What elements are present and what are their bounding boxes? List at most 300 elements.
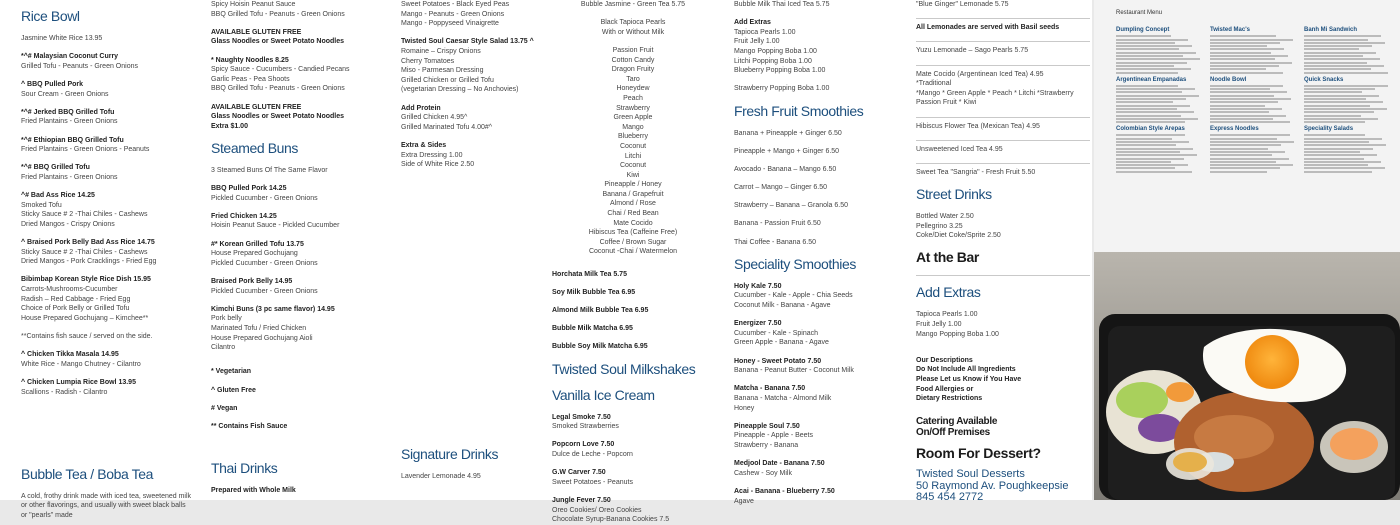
menu-item <box>734 129 902 139</box>
thumbnail-text-line <box>1210 98 1291 100</box>
thumbnail-text-line <box>1210 118 1273 120</box>
thumbnail-text-line <box>1304 164 1368 166</box>
thumbnail-section-title: Twisted Mac's <box>1210 27 1250 33</box>
thumbnail-text-line <box>1210 115 1286 117</box>
menu-item <box>552 288 714 298</box>
spacer <box>211 440 386 452</box>
menu-item-description: Sour Cream - Green Onions <box>21 90 109 98</box>
menu-item-name: Add Protein <box>401 104 441 112</box>
menu-item <box>552 324 714 334</box>
thumbnail-text-line <box>1210 39 1293 41</box>
thumbnail-text-line <box>1304 111 1374 113</box>
menu-item-name: Our Descriptions Do Not Include All Ingredients Please Let us Know if You Have Food Allergies or Dietary Restrictions <box>916 356 1022 403</box>
thumbnail-text-line <box>1210 95 1274 97</box>
thumbnail-text-line <box>1304 105 1370 107</box>
section-heading-street-drinks: Street Drinks <box>916 186 992 203</box>
thumbnail-text-line <box>1304 68 1371 70</box>
thumbnail-text-line <box>1210 35 1276 37</box>
thumbnail-text-line <box>1304 95 1379 97</box>
menu-item-description: "Blue Ginger" Lemonade 5.75 <box>916 1 1009 8</box>
menu-item <box>734 422 902 451</box>
menu-item-description: Pork belly Marinated Tofu / Fried Chicken House Prepared Gochujang Aioli Cilantro <box>211 315 313 352</box>
menu-item-description: Grilled Tofu - Peanuts - Green Onions <box>21 62 138 70</box>
menu-item-description: Pickled Cucumber - Green Onions <box>211 194 318 202</box>
thumbnail-text-line <box>1210 121 1290 123</box>
menu-item-name: G.W Carver 7.50 <box>552 469 606 477</box>
thumbnail-text-line <box>1210 45 1267 47</box>
menu-item-description: Pineapple + Mango + Ginger 6.50 <box>734 147 840 155</box>
thumbnail-text-line <box>1116 158 1184 160</box>
thumbnail-text-line <box>1210 164 1293 166</box>
thumbnail-text-line <box>1210 171 1267 173</box>
thumbnail-text-line <box>1210 158 1289 160</box>
thumbnail-text-line <box>1304 141 1369 143</box>
thumbnail-text-line <box>1304 134 1365 136</box>
menu-item <box>211 277 386 296</box>
thumbnail-text-line <box>1116 48 1179 50</box>
menu-item-description: Banana - Matcha - Almond Milk Honey <box>734 394 832 412</box>
menu-item-name: *^# Malaysian Coconut Curry <box>21 53 119 61</box>
menu-item <box>211 103 386 132</box>
menu-item-description: Sticky Sauce # 2 -Thai Chiles - Cashews Dried Mangos - Pork Cracklings - Fried Egg <box>21 248 157 266</box>
thumbnail-column <box>1304 24 1392 174</box>
thumbnail-text-line <box>1116 101 1173 103</box>
menu-item <box>21 52 193 71</box>
menu-item-name: Twisted Soul Caesar Style Salad 13.75 ^ <box>401 38 534 46</box>
menu-item-name: ** Contains Fish Sauce <box>211 422 288 430</box>
menu-item-name: Soy Milk Bubble Tea 6.95 <box>552 288 636 296</box>
menu-item <box>211 184 386 203</box>
menu-item-name: # Vegan <box>211 404 238 412</box>
menu-item-name: AVAILABLE GLUTEN FREE Glass Noodles or Sweet Potato Noodles <box>211 28 345 46</box>
thumbnail-text-line <box>1304 171 1372 173</box>
thumbnail-text-line <box>1116 58 1200 60</box>
menu-item-description: White Rice - Mango Chutney - Cilantro <box>21 360 141 368</box>
menu-item <box>916 46 1090 56</box>
menu-item <box>401 104 534 133</box>
thumbnail-text-line <box>1304 158 1364 160</box>
divider <box>916 275 1090 276</box>
section-heading-vanilla-ice-cream: Vanilla Ice Cream <box>552 386 655 403</box>
spacer <box>916 348 1090 356</box>
thumbnail-text-line <box>1116 144 1176 146</box>
menu-item-name: *^# BBQ Grilled Tofu <box>21 164 90 172</box>
thumbnail-text-line <box>1210 138 1277 140</box>
menu-column-6 <box>916 0 1090 504</box>
menu-item <box>916 168 1090 178</box>
thumbnail-text-line <box>1116 65 1174 67</box>
thumbnail-text-line <box>1210 72 1283 74</box>
menu-item-name: ^ Gluten Free <box>211 386 256 394</box>
menu-item <box>401 37 534 95</box>
menu-item-description: Fried Plantains - Green Onions <box>21 118 118 126</box>
menu-item <box>916 356 1090 404</box>
section-heading-add-extras: Add Extras <box>916 284 981 301</box>
menu-item-name: *^# Jerked BBQ Grilled Tofu <box>21 108 115 116</box>
menu-flavor-list: Black Tapioca Pearls With or Without Milk <box>600 19 666 36</box>
menu-item-description: Agave <box>734 497 754 505</box>
menu-item-description: Mate Cocido (Argentinean Iced Tea) 4.95 *Traditional *Mango * Green Apple * Peach * Litchi *Strawberry Passion Fruit * Kiwi <box>916 70 1074 107</box>
menu-item-description: Smoked Strawberries <box>552 423 619 431</box>
thumbnail-text-line <box>1116 88 1195 90</box>
thumbnail-text-line <box>1210 101 1278 103</box>
menu-item-name: Matcha - Banana 7.50 <box>734 385 806 393</box>
menu-item-description: Jasmine White Rice 13.95 <box>21 35 103 42</box>
thumbnail-text-line <box>1210 151 1285 153</box>
menu-item-description: Tapioca Pearls 1.00 Fruit Jelly 1.00 Mango Popping Boba 1.00 Litchi Popping Boba 1.00 Blueberry Popping Boba 1.00 <box>734 28 826 75</box>
menu-item <box>916 70 1090 108</box>
thumbnail-text-line <box>1116 98 1186 100</box>
menu-item-name: Add Extras <box>734 19 771 27</box>
thumbnail-text-line <box>1304 144 1386 146</box>
menu-item <box>916 145 1090 155</box>
menu-item-name: ^# Bad Ass Rice 14.25 <box>21 192 95 200</box>
menu-item <box>21 191 193 229</box>
thumbnail-text-line <box>1304 48 1359 50</box>
thumbnail-text-line <box>1304 118 1378 120</box>
thumbnail-text-line <box>1210 148 1268 150</box>
thumbnail-section-title: Banh Mi Sandwich <box>1304 27 1358 33</box>
menu-item <box>552 440 714 459</box>
menu-item-name: ^ BBQ Pulled Pork <box>21 80 84 88</box>
menu-item <box>211 386 386 396</box>
menu-item-name: Prepared with Whole Milk <box>211 487 296 495</box>
thumbnail-text-line <box>1210 88 1270 90</box>
thumbnail-text-line <box>1116 42 1175 44</box>
section-heading-bubble-tea-boba-tea: Bubble Tea / Boba Tea <box>21 465 153 482</box>
section-heading-rice-bowl: Rice Bowl <box>21 8 80 24</box>
thumbnail-text-line <box>1116 118 1198 120</box>
food-photo[interactable] <box>1094 252 1400 500</box>
menu-item-description: Romaine – Crispy Onions Cherry Tomatoes Miso - Parmesan Dressing Grilled Chicken or Grilled Tofu (vegetarian Dressing – No Anchovies) <box>401 47 519 94</box>
menu-item-description: Yuzu Lemonade – Sago Pearls 5.75 <box>916 47 1029 55</box>
menu-item-description: Strawberry Popping Boba 1.00 <box>734 85 830 93</box>
thumbnail-text-line <box>1304 161 1381 163</box>
thumbnail-text-line <box>1116 111 1194 113</box>
rice-bowl-photo-illustration <box>1094 252 1400 500</box>
menu-item <box>734 357 902 376</box>
divider <box>916 18 1090 19</box>
thumbnail-text-line <box>1116 164 1188 166</box>
menu-item-name: #* Korean Grilled Tofu 13.75 <box>211 240 304 248</box>
menu-item-description: Avocado - Banana – Mango 6.50 <box>734 165 837 173</box>
thumbnail-text-line <box>1304 85 1388 87</box>
menu-item <box>916 0 1090 10</box>
thumbnail-text-line <box>1116 39 1188 41</box>
menu-item <box>21 108 193 127</box>
thumbnail-text-line <box>1210 42 1280 44</box>
menu-item-name: Energizer 7.50 <box>734 320 782 328</box>
thumbnail-text-line <box>1116 45 1192 47</box>
menu-column-2 <box>211 0 386 500</box>
menu-item-description: Spicy Sauce - Cucumbers - Candied Pecans Garlic Peas - Pea Shoots BBQ Grilled Tofu - Peanuts - Green Onions <box>211 66 350 93</box>
menu-item <box>211 404 386 414</box>
menu-item <box>211 212 386 231</box>
menu-item-name: AVAILABLE GLUTEN FREE Glass Noodles or Sweet Potato Noodles Extra $1.00 <box>211 103 345 130</box>
menu-item <box>916 310 1090 339</box>
menu-item-description: Banana - Passion Fruit 6.50 <box>734 220 821 228</box>
thumbnail-text-line <box>1210 68 1266 70</box>
menu-item <box>211 305 386 353</box>
menu-column-4 <box>552 0 714 524</box>
thumbnail-section-title: Noodle Bowl <box>1210 76 1247 83</box>
menu-item-name: Bubble Soy Milk Matcha 6.95 <box>552 343 648 351</box>
menu-item-description: Grilled Chicken 4.95^ Grilled Marinated Tofu 4.00#^ <box>401 114 493 131</box>
menu-item-description: A cold, frothy drink made with iced tea, sweetened milk or other flavorings, and usually with sweet black balls or "pearls" made <box>21 492 192 519</box>
thumbnail-text-line <box>1210 62 1292 64</box>
thumbnail-text-line <box>1116 108 1177 110</box>
thumbnail-text-line <box>1304 72 1388 74</box>
divider <box>916 117 1090 118</box>
thumbnail-text-line <box>1304 154 1377 156</box>
thumbnail-section-title: Speciality Salads <box>1304 126 1354 133</box>
thumbnail-section-title: Colombian Style Arepas <box>1116 126 1185 133</box>
menu-item <box>734 84 902 94</box>
thumbnail-text-line <box>1304 39 1368 41</box>
thumbnail-text-line <box>1304 58 1380 60</box>
thumbnail-text-line <box>1210 167 1280 169</box>
menu-item-name: Bibimbap Korean Style Rice Dish 15.95 <box>21 276 151 284</box>
thumbnail-text-line <box>1304 91 1362 93</box>
thumbnail-text-line <box>1210 144 1281 146</box>
menu-item <box>552 306 714 316</box>
menu-item-description: Hibiscus Flower Tea (Mexican Tea) 4.95 <box>916 122 1040 130</box>
thumbnail-text-line <box>1116 95 1199 97</box>
menu-item-name: Almond Milk Bubble Tea 6.95 <box>552 307 649 314</box>
thumbnail-text-line <box>1304 62 1367 64</box>
menu-item-name: * Naughty Noodles 8.25 <box>211 56 289 64</box>
thumbnail-text-line <box>1116 151 1180 153</box>
menu-column-5 <box>734 0 902 505</box>
thumbnail-text-line <box>1116 68 1191 70</box>
thumbnail-section-title: Quick Snacks <box>1304 76 1344 83</box>
menu-item <box>552 413 714 432</box>
menu-item-name: Jungle Fever 7.50 <box>552 496 611 504</box>
menu-item <box>21 275 193 323</box>
thumbnail-text-line <box>1116 115 1181 117</box>
menu-thumbnail[interactable] <box>1094 0 1400 252</box>
menu-item <box>734 238 902 248</box>
thumbnail-text-line <box>1304 138 1382 140</box>
thumbnail-text-line <box>1116 141 1189 143</box>
menu-item <box>21 350 193 369</box>
menu-item <box>21 34 193 44</box>
menu-item-name: Bubble Milk Matcha 6.95 <box>552 325 633 333</box>
menu-item <box>734 18 902 76</box>
menu-item-name: All Lemonades are served with Basil seeds <box>916 24 1060 32</box>
menu-item-description: Sweet Potatoes - Peanuts <box>552 478 633 486</box>
thumbnail-text-line <box>1116 35 1171 37</box>
menu-item <box>734 459 902 478</box>
menu-item-description: Thai Coffee - Banana 6.50 <box>734 238 816 246</box>
menu-item-name: BBQ Pulled Pork 14.25 <box>211 185 287 193</box>
menu-item-description: Smoked Tofu Sticky Sauce # 2 -Thai Chiles - Cashews Dried Mangos - Crispy Onions <box>21 201 148 228</box>
menu-item-description: **Contains fish sauce / served on the side. <box>21 333 153 340</box>
section-heading-at-the-bar: At the Bar <box>916 249 979 266</box>
divider <box>916 41 1090 42</box>
menu-item <box>734 165 902 175</box>
thumbnail-text-line <box>1304 65 1384 67</box>
menu-item-description: Spicy Hoisin Peanut Sauce BBQ Grilled Tofu - Peanuts - Green Onions <box>211 1 345 18</box>
menu-item <box>401 472 534 482</box>
thumbnail-text-line <box>1116 134 1185 136</box>
menu-item-description: Tapioca Pearls 1.00 Fruit Jelly 1.00 Mango Popping Boba 1.00 <box>916 311 999 338</box>
thumbnail-section-title: Argentinean Empanadas <box>1116 76 1187 83</box>
section-heading-signature-drinks: Signature Drinks <box>401 446 499 463</box>
menu-flavor-list: Bubble Jasmine - Green Tea 5.75 <box>580 1 686 8</box>
thumbnail-text-line <box>1210 111 1269 113</box>
menu-item-description: Banana - Peanut Butter - Coconut Milk <box>734 367 854 375</box>
menu-item-name: Fried Chicken 14.25 <box>211 212 277 220</box>
menu-item <box>21 332 193 342</box>
menu-item-name: Extra & Sides <box>401 141 447 149</box>
menu-item <box>211 486 386 496</box>
thumbnail-text-line <box>1116 85 1178 87</box>
thumbnail-text-line <box>1116 62 1187 64</box>
menu-item <box>734 487 902 506</box>
thumbnail-text-line <box>1210 134 1290 136</box>
menu-item-description: Dulce de Leche - Popcorn <box>552 450 633 458</box>
menu-item-name: Horchata Milk Tea 5.75 <box>552 270 627 278</box>
menu-item <box>21 378 193 397</box>
menu-item-name: Braised Pork Belly 14.95 <box>211 278 293 286</box>
thumbnail-text-line <box>1116 52 1196 54</box>
menu-item <box>21 136 193 155</box>
menu-item-description: Pineapple - Apple - Beets Strawberry - Banana <box>734 432 813 449</box>
menu-item-name: Pineapple Soul 7.50 <box>734 422 800 430</box>
menu-column-1 <box>21 0 193 519</box>
thumbnail-text-line <box>1210 85 1283 87</box>
divider <box>916 140 1090 141</box>
menu-item-description: Carrots-Mushrooms-Cucumber Radish – Red Cabbage - Fried Egg Choice of Pork Belly or Grilled Tofu House Prepared Gochujang – Kimchee** <box>21 286 149 322</box>
menu-item <box>211 166 386 176</box>
section-heading-steamed-buns: Steamed Buns <box>211 139 299 156</box>
menu-item-description: Banana + Pineapple + Ginger 6.50 <box>734 129 842 137</box>
callout-room-for-dessert: Room For Dessert? <box>916 445 1041 462</box>
menu-item <box>916 122 1090 132</box>
section-heading-twisted-soul-milkshakes: Twisted Soul Milkshakes <box>552 360 696 377</box>
thumbnail-text-line <box>1304 167 1385 169</box>
menu-item <box>21 163 193 182</box>
menu-item-description: House Prepared Gochujang Pickled Cucumber - Green Onions <box>211 250 318 267</box>
menu-item-description: Cashew - Soy Milk <box>734 469 792 477</box>
menu-item-name: ^ Chicken Lumpia Rice Bowl 13.95 <box>21 378 136 386</box>
menu-item-name: *^# Ethiopian BBQ Grilled Tofu <box>21 136 124 144</box>
thumbnail-text-line <box>1210 58 1275 60</box>
menu-item-description: Fried Plantains - Green Onions <box>21 173 118 181</box>
menu-item-name: Acai - Banana - Blueberry 7.50 <box>734 487 835 495</box>
thumbnail-text-line <box>1116 148 1193 150</box>
menu-item <box>211 240 386 269</box>
menu-item <box>916 212 1090 241</box>
menu-item <box>734 183 902 193</box>
menu-item-name: * Vegetarian <box>211 368 252 376</box>
divider <box>916 163 1090 164</box>
divider <box>916 65 1090 66</box>
thumbnail-text-line <box>1116 171 1192 173</box>
menu-item-description: Lavender Lemonade 4.95 <box>401 473 481 481</box>
thumbnail-header: Restaurant Menu <box>1116 10 1163 16</box>
thumbnail-text-line <box>1304 148 1373 150</box>
thumbnail-text-line <box>1116 167 1175 169</box>
spacer <box>21 406 193 458</box>
thumbnail-text-line <box>1304 98 1366 100</box>
thumbnail-text-line <box>1116 154 1197 156</box>
menu-item-description: Scallions - Radish - Cilantro <box>21 388 108 396</box>
menu-flavor-list: Passion Fruit Cotton Candy Dragon Fruity Taro Honeydew Peach Strawberry Green Apple Mango Blueberry Coconut Litchi Coconut Kiwi Pineapple / Honey Banana / Grapefruit Almond / Rose Chai / Red Bean Mate Cocido Hibiscus Tea (Caffeine Free) Coffee / Brown Sugar Coconut -Chai / Watermelon <box>588 46 678 256</box>
menu-item-description: Sweet Potatoes - Black Eyed Peas Mango - Peanuts - Green Onions Mango - Poppyseed Vinaigrette <box>401 1 510 28</box>
menu-item-description: Strawberry – Banana – Granola 6.50 <box>734 202 849 210</box>
menu-item-name: Medjool Date - Banana 7.50 <box>734 460 825 468</box>
thumbnail-text-line <box>1210 108 1282 110</box>
menu-item <box>916 23 1090 33</box>
thumbnail-text-line <box>1210 55 1288 57</box>
menu-item <box>211 0 386 19</box>
menu-item-description: Fried Plantains - Green Onions - Peanuts <box>21 146 150 154</box>
menu-item-description: Cucumber - Kale - Apple - Chia Seeds Coconut Milk - Banana - Agave <box>734 292 853 310</box>
menu-item-description: Bottled Water 2.50 Pellegrino 3.25 Coke/Diet Coke/Sprite 2.50 <box>916 213 1001 240</box>
menu-item-description: Extra Dressing 1.00 Side of White Rice 2.50 <box>401 151 475 169</box>
menu-item-name: ^ Braised Pork Belly Bad Ass Rice 14.75 <box>21 239 155 247</box>
thumbnail-text-line <box>1116 72 1178 74</box>
spacer <box>401 178 534 438</box>
thumbnail-text-line <box>1210 52 1271 54</box>
menu-item <box>401 0 534 29</box>
thumbnail-column <box>1116 24 1204 174</box>
menu-item <box>21 492 193 521</box>
menu-item <box>734 282 902 311</box>
menu-item-name: Kimchi Buns (3 pc same flavor) 14.95 <box>211 305 335 313</box>
section-heading-speciality-smoothies: Speciality Smoothies <box>734 255 856 272</box>
thumbnail-text-line <box>1116 161 1171 163</box>
thumbnail-section-title: Dumpling Concept <box>1116 27 1170 33</box>
menu-item <box>211 56 386 94</box>
menu-item-description: Cucumber - Kale - Spinach Green Apple - Banana - Agave <box>734 329 829 347</box>
menu-item-name: Popcorn Love 7.50 <box>552 441 615 449</box>
menu-item-name: ^ Chicken Tikka Masala 14.95 <box>21 351 119 359</box>
thumbnail-text-line <box>1210 141 1294 143</box>
menu-item <box>552 270 714 280</box>
menu-item <box>21 238 193 267</box>
thumbnail-text-line <box>1116 121 1185 123</box>
menu-item-name: Legal Smoke 7.50 <box>552 413 611 421</box>
thumbnail-text-line <box>1304 45 1372 47</box>
menu-item-description: Bubble Milk Thai Iced Tea 5.75 <box>734 1 830 8</box>
thumbnail-text-line <box>1304 115 1361 117</box>
menu-item <box>211 422 386 432</box>
menu-item <box>211 28 386 47</box>
thumbnail-text-line <box>1210 91 1287 93</box>
thumbnail-text-line <box>1210 65 1279 67</box>
menu-item-description: Sweet Tea "Sangria" - Fresh Fruit 5.50 <box>916 168 1036 176</box>
menu-item-name: Holy Kale 7.50 <box>734 282 782 290</box>
thumbnail-text-line <box>1210 48 1284 50</box>
thumbnail-text-line <box>1304 35 1381 37</box>
thumbnail-text-line <box>1304 88 1375 90</box>
menu-item <box>21 80 193 99</box>
menu-item <box>552 468 714 487</box>
thumbnail-section-title: Express Noodles <box>1210 126 1259 133</box>
menu-item <box>401 141 534 170</box>
menu-item-description: Pickled Cucumber - Green Onions <box>211 287 318 295</box>
callout-catering-available-on-off-premises: Catering Available On/Off Premises <box>916 416 998 439</box>
thumbnail-text-line <box>1116 55 1183 57</box>
thumbnail-text-line <box>1210 105 1265 107</box>
contact-info: Twisted Soul Desserts 50 Raymond Av. Poughkeepsie 845 454 2772 <box>916 468 1069 504</box>
thumbnail-column <box>1210 24 1298 174</box>
thumbnail-text-line <box>1116 105 1190 107</box>
menu-item-description: Hoisin Peanut Sauce - Pickled Cucumber <box>211 222 340 230</box>
